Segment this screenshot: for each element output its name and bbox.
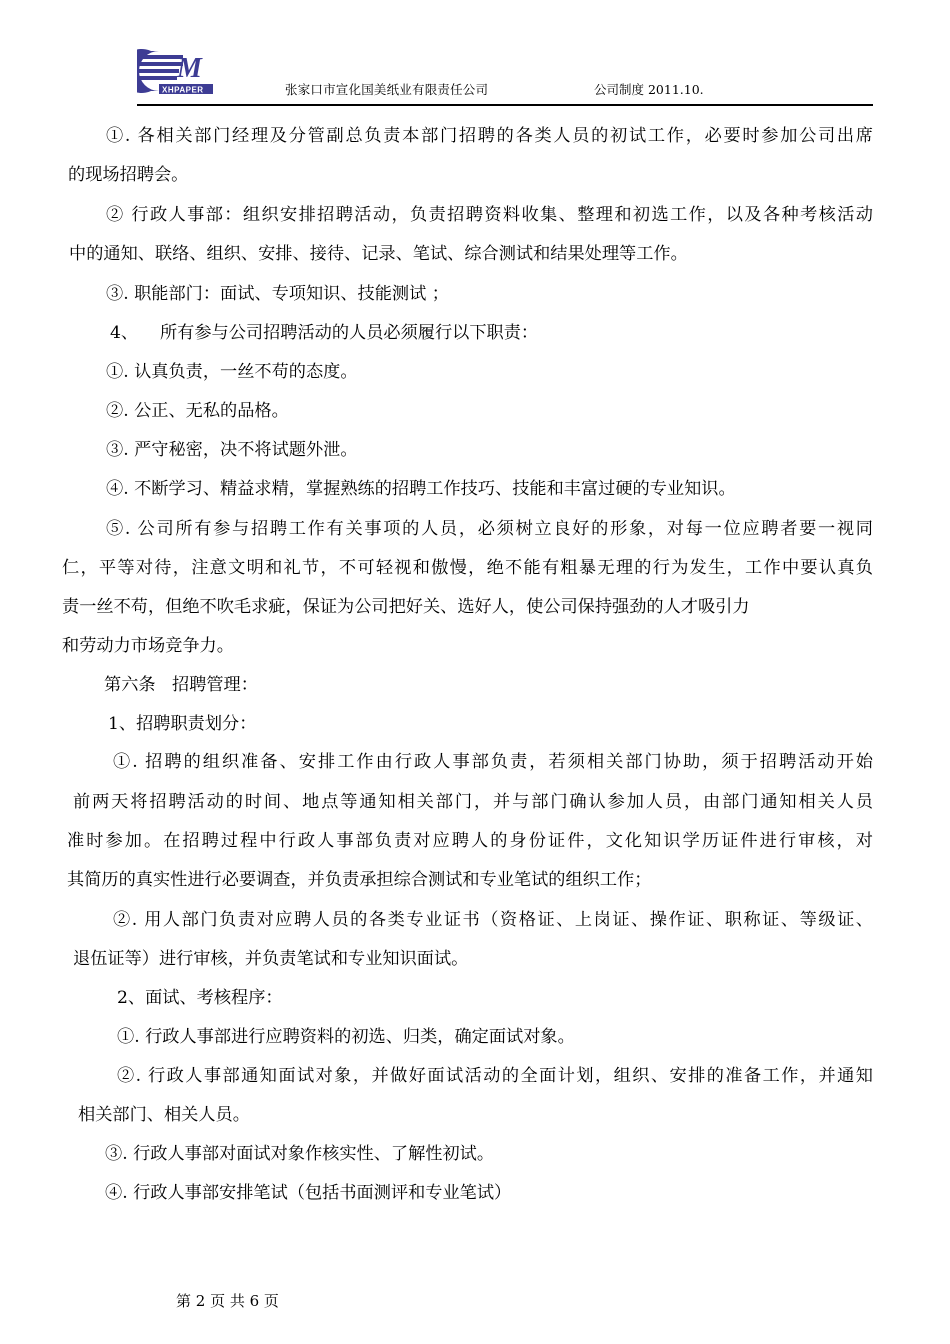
- header-divider: [137, 104, 873, 106]
- logo-letter: M: [177, 53, 202, 84]
- body-line: 相关部门、相关人员。: [78, 1105, 250, 1125]
- body-line: 仁，平等对待，注意文明和礼节，不可轻视和傲慢，绝不能有粗暴无理的行为发生，工作中要认真负: [62, 558, 873, 578]
- subsection-heading: 2、面试、考核程序：: [117, 988, 283, 1008]
- body-line: ② 行政人事部：组织安排招聘活动，负责招聘资料收集、整理和初选工作，以及各种考核活动: [106, 205, 873, 225]
- body-line: ②. 公正、无私的品格。: [106, 401, 289, 421]
- body-line: ①. 各相关部门经理及分管副总负责本部门招聘的各类人员的初试工作，必要时参加公司出席: [106, 126, 873, 146]
- body-line: 准时参加。在招聘过程中行政人事部负责对应聘人的身份证件，文化知识学历证件进行审核，对: [67, 831, 873, 851]
- body-line: 和劳动力市场竞争力。: [62, 636, 234, 656]
- body-line: ④. 行政人事部安排笔试（包括书面测评和专业笔试）: [105, 1183, 512, 1203]
- body-line: ③. 严守秘密，决不将试题外泄。: [106, 440, 358, 460]
- body-line: ①. 行政人事部进行应聘资料的初选、归类，确定面试对象。: [117, 1027, 575, 1047]
- header-company-name: 张家口市宣化国美纸业有限责任公司: [285, 82, 489, 97]
- body-line: 的现场招聘会。: [68, 165, 189, 185]
- page-footer: 第 2 页 共 6 页: [176, 1292, 279, 1310]
- body-line: ③. 职能部门：面试、专项知识、技能测试 ；: [106, 284, 449, 304]
- body-line: 责一丝不苟，但绝不吹毛求疵，保证为公司把好关、选好人，使公司保持强劲的人才吸引力: [62, 597, 750, 617]
- subsection-heading: 1、招聘职责划分：: [108, 714, 257, 734]
- section-heading: 第六条 招聘管理：: [104, 675, 258, 695]
- header-policy-date: 公司制度 2011.10.: [594, 82, 704, 97]
- body-line: 其简历的真实性进行必要调查，并负责承担综合测试和专业笔试的组织工作；: [67, 870, 652, 890]
- body-line: 退伍证等）进行审核，并负责笔试和专业知识面试。: [73, 949, 469, 969]
- body-line: ⑤. 公司所有参与招聘工作有关事项的人员，必须树立良好的形象，对每一位应聘者要一视同: [106, 519, 873, 539]
- body-line: 4、 所有参与公司招聘活动的人员必须履行以下职责：: [110, 323, 539, 343]
- body-line: 中的通知、联络、组织、安排、接待、记录、笔试、综合测试和结果处理等工作。: [69, 244, 688, 264]
- body-line: ①. 招聘的组织准备、安排工作由行政人事部负责，若须相关部门协助，须于招聘活动开始: [113, 752, 873, 772]
- body-line: ②. 用人部门负责对应聘人员的各类专业证书（资格证、上岗证、操作证、职称证、等级证、: [113, 910, 873, 930]
- body-line: ①. 认真负责，一丝不苟的态度。: [106, 362, 358, 382]
- company-logo: [137, 47, 213, 95]
- body-line: ④. 不断学习、精益求精，掌握熟练的招聘工作技巧、技能和丰富过硬的专业知识。: [106, 479, 736, 499]
- body-line: 前两天将招聘活动的时间、地点等通知相关部门，并与部门确认参加人员，由部门通知相关人员: [73, 792, 873, 812]
- body-line: ③. 行政人事部对面试对象作核实性、了解性初试。: [105, 1144, 495, 1164]
- body-line: ②. 行政人事部通知面试对象，并做好面试活动的全面计划，组织、安排的准备工作，并通知: [117, 1066, 873, 1086]
- logo-text: XHPAPER: [162, 85, 204, 95]
- page-header: [0, 0, 950, 110]
